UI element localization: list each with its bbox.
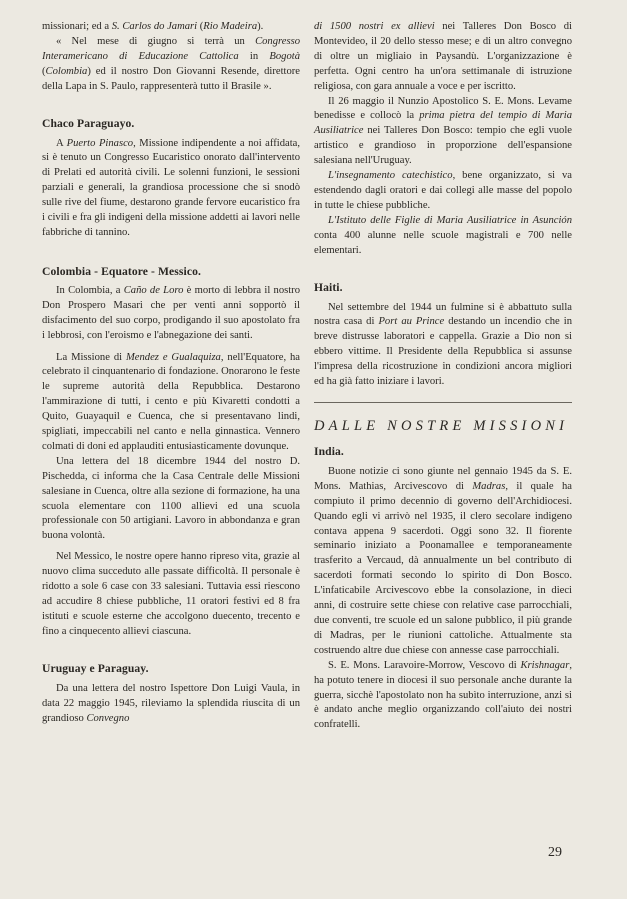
uruguay-paragraph-3: L'insegnamento catechistico, bene organizzato, si va estendendo dagli oratori e dai collegi alle masse del popolo in tutte le chiese pubbliche.	[314, 170, 572, 211]
page-number: 29	[548, 845, 562, 860]
colombia-paragraph-1: In Colombia, a Caño de Loro è morto di lebbra il nostro Don Prospero Masari che per venti anni sopportò il disfacimento del suo corpo, prodigando il suo apostolato fra i lebbrosi, con l'eroismo e l'abnegazione dei santi.	[42, 284, 301, 341]
section-heading-india: India.	[314, 444, 344, 458]
colombia-paragraph-4: Nel Messico, le nostre opere hanno ripreso vita, grazie al nuovo clima succeduto alle passate difficoltà. Il personale è ridotto a sole 6 case con 33 salesiani. Tuttavia essi riescono ad accudire 8 chiese pubbliche, 11 oratori festivi ed 8 fra istituti e scuole esterne che accolgono duecento, trecento e fino a cinquecento allievi ciascuna.	[42, 551, 300, 637]
intro-paragraph-2: « Nel mese di giugno si terrà un Congresso Interamericano di Educazione Cattolica in Bogotà (Colombia) ed il nostro Don Giovanni Resende, direttore della Lapa in S. Paulo, rappresenterà tutto il Brasile ».	[42, 35, 300, 92]
uruguay-paragraph-4: L'Istituto delle Figlie di Maria Ausiliatrice in Asunción conta 400 alunne nelle scuole magistrali e 700 nelle elementari.	[314, 214, 572, 256]
india-paragraph-1: Buone notizie ci sono giunte nel gennaio 1945 da S. E. Mons. Mathias, Arcivescovo di Madras, il quale ha compiuto il primo decennio di governo dell'Archidiocesi. Quando egli vi arrivò nel 1935, il clero secolare indigeno contava appena 9 sacerdoti. Oggi sono 32. Il fiorente seminario iniziato a Poonamallee e temporaneamente trasferito a Vercaud, dà annualmente un bel contributo di sacerdoti formati secondo lo spirito di Don Bosco. L'infaticabile Arcivescovo ebbe la consolazione, in dieci anni, di costruire sette chiese con relative case parrocchiali, due conventi, tre scuole ed un salone pubblico, il più grande di Madras, per le riunioni cattoliche. Attualmente sta costruendo altre due chiese con annesse case parrocchiali.	[314, 465, 572, 656]
section-heading-haiti: Haiti.	[314, 280, 343, 294]
section-heading-colombia-equatore-messico: Colombia - Equatore - Messico.	[42, 264, 201, 278]
india-paragraph-2: S. E. Mons. Laravoire-Morrow, Vescovo di Krishnagar, ha potuto tenere in diocesi il suo personale anche durante la guerra, sicchè l'apostolato non ha subìto interruzione, anzi si è andato anche meglio organizzando coll'aiuto dei nostri confratelli.	[314, 659, 572, 731]
uruguay-paragraph-2: Il 26 maggio il Nunzio Apostolico S. E. Mons. Levame benedisse e collocò la prima pietra del tempio di Maria Ausiliatrice nei Talleres Don Bosco: tempio che egli vuole artistico e grandioso in proporzione dell'espansione salesiana nell'Uruguay.	[314, 95, 572, 167]
section-heading-chaco-paraguayo: Chaco Paraguayo.	[42, 116, 135, 130]
haiti-paragraph-1: Nel settembre del 1944 un fulmine si è abbattuto sulla nostra casa di Port au Prince destando un incendio che in breve distrusse laboratori e cappella. Grazie a Dio non si ebbero vittime. Il Presidente della Repubblica si assunse l'impresa della ricostruzione in condizioni ancora migliori ed ha già fatto iniziare i lavori.	[314, 301, 572, 388]
chaco-paragraph-1: A Puerto Pinasco, Missione indipendente a noi affidata, si è tenuto un Congresso Eucaristico onorato dall'intervento di Prelati ed autorità civili. Le solenni funzioni, le sessioni parziali e generali, la grandiosa processione che si snodò sulle rive del fiume, destarono grande fervore eucaristico fra i civili e fra gli indigeni della missione addetti ai lavori nelle fabbriche di tannino.	[42, 137, 300, 238]
colombia-paragraph-3: Una lettera del 18 dicembre 1944 del nostro D. Pischedda, ci informa che la Casa Centrale delle Missioni salesiane in Cuenca, oltre alla sezione di formazione, ha una scuola elementare con 1100 allievi ed una scuola professionale con 50 artigiani. Lavoro in abbondanza e gran buona volontà.	[42, 455, 300, 542]
section-banner: DALLE NOSTRE MISSIONI	[314, 402, 572, 435]
left-column	[42, 20, 300, 726]
uruguay-paragraph-1: Da una lettera del nostro Ispettore Don Luigi Vaula, in data 22 maggio 1945, rileviamo la splendida riuscita di un grandioso Convegno	[42, 682, 300, 724]
intro-paragraph-1: missionari; ed a S. Carlos do Jamari (Rio Madeira).	[42, 21, 264, 32]
right-column	[314, 20, 572, 733]
section-heading-uruguay-paraguay: Uruguay e Paraguay.	[42, 661, 149, 675]
uruguay-continuation-paragraph: di 1500 nostri ex allievi nei Talleres Don Bosco di Montevideo, il 20 dello stesso mese; e di un altro convegno di oltre un migliaio in Paysandù. L'organizzazione è perfetta. Ogni centro ha un'ora settimanale di istruzione religiosa, con gara annuale a voce e per iscritto.	[314, 21, 572, 92]
colombia-paragraph-2: La Missione di Mendez e Gualaquiza, nell'Equatore, ha celebrato il cinquantenario di fondazione. Onorarono le feste le supreme autorità della Repubblica. Destarono l'ammirazione di tutti, i cento e più Kivaretti condotti a Quito, Guayaquil e Cuenca, che si presentavano lindi, spigliati, impeccabili nel canto e nella ginnastica. Vennero colmati di doni ed applauditi entusiasticamente dovunque.	[42, 351, 300, 452]
